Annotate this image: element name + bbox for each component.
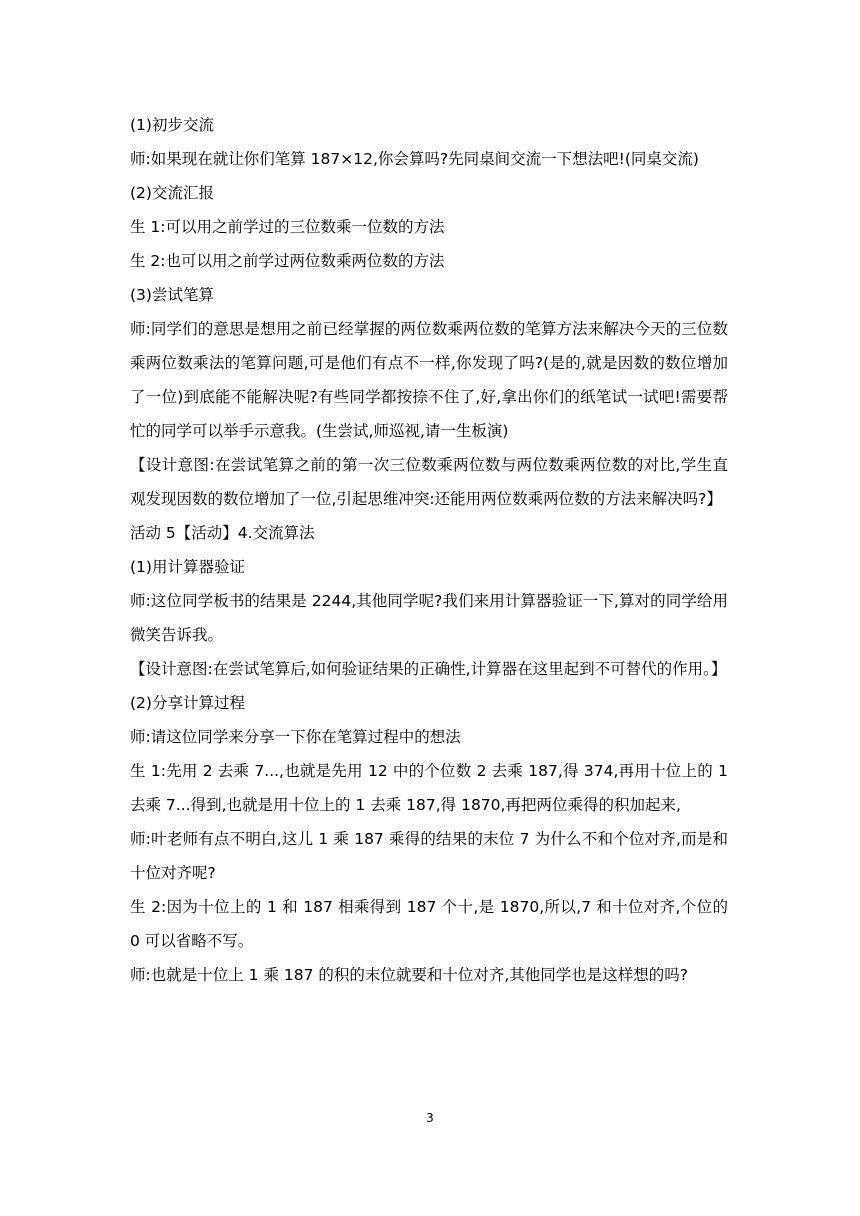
paragraph: 生 2:因为十位上的 1 和 187 相乘得到 187 个十,是 1870,所以,7 和十位对齐,个位的 0 可以省略不写。 — [130, 898, 728, 950]
paragraph: 师:叶老师有点不明白,这儿 1 乘 187 乘得的结果的末位 7 为什么不和个位对齐,而是和十位对齐呢? — [130, 830, 728, 882]
paragraph: 生 1:先用 2 去乘 7...,也就是先用 12 中的个位数 2 去乘 187,得 374,再用十位上的 1 去乘 7...得到,也就是用十位上的 1 去乘 187,得 1870,再把两位乘得的积加起来, — [130, 762, 728, 814]
paragraph: (2)分享计算过程 — [130, 694, 245, 712]
paragraph: 师:请这位同学来分享一下你在笔算过程中的想法 — [130, 728, 461, 746]
document-body — [130, 108, 728, 992]
page-number: 3 — [426, 1111, 434, 1125]
paragraph: 【设计意图:在尝试笔算之前的第一次三位数乘两位数与两位数乘两位数的对比,学生直观发现因数的数位增加了一位,引起思维冲突:还能用两位数乘两位数的方法来解决吗?】 — [130, 456, 728, 508]
paragraph: 【设计意图:在尝试笔算后,如何验证结果的正确性,计算器在这里起到不可替代的作用。】 — [130, 660, 727, 678]
paragraph: 生 1:可以用之前学过的三位数乘一位数的方法 — [130, 218, 445, 236]
paragraph: 师:同学们的意思是想用之前已经掌握的两位数乘两位数的笔算方法来解决今天的三位数乘两位数乘法的笔算问题,可是他们有点不一样,你发现了吗?(是的,就是因数的数位增加了一位)到底能不能解决呢?有些同学都按捺不住了,好,拿出你们的纸笔试一试吧!需要帮忙的同学可以举手示意我。(生尝试,师巡视,请一生板演) — [130, 320, 728, 440]
paragraph: (3)尝试笔算 — [130, 286, 214, 304]
paragraph: 生 2:也可以用之前学过两位数乘两位数的方法 — [130, 252, 445, 270]
paragraph: 活动 5【活动】4.交流算法 — [130, 524, 315, 542]
paragraph: 师:这位同学板书的结果是 2244,其他同学呢?我们来用计算器验证一下,算对的同学给用微笑告诉我。 — [130, 592, 728, 644]
paragraph: (1)用计算器验证 — [130, 558, 245, 576]
paragraph: (1)初步交流 — [130, 116, 214, 134]
paragraph: 师:也就是十位上 1 乘 187 的积的末位就要和十位对齐,其他同学也是这样想的吗? — [130, 966, 689, 984]
paragraph: 师:如果现在就让你们笔算 187×12,你会算吗?先同桌间交流一下想法吧!(同桌交流) — [130, 150, 699, 168]
paragraph: (2)交流汇报 — [130, 184, 214, 202]
